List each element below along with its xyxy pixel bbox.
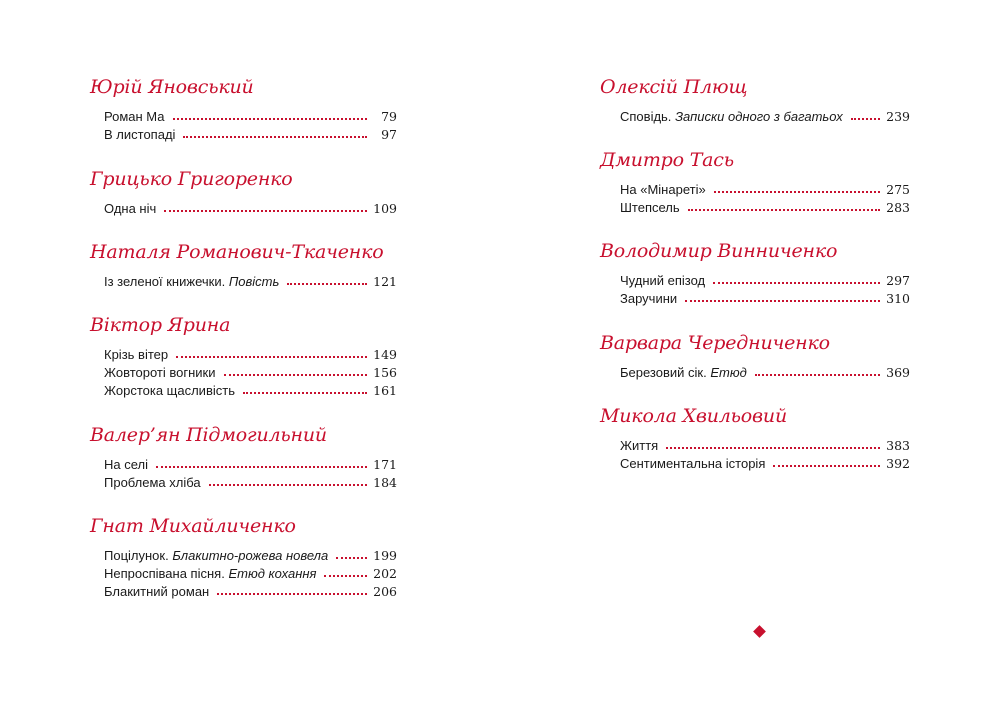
entry-subtitle: Блакитно-рожева новела — [172, 548, 329, 563]
section-vynnychenko — [600, 240, 910, 308]
toc-entry[interactable] — [620, 108, 910, 126]
page-number: 275 — [886, 182, 910, 197]
entry-title: Із зеленої книжечки. Повість — [104, 274, 280, 289]
toc-entry[interactable] — [620, 272, 910, 290]
toc-entry[interactable] — [620, 181, 910, 199]
right-page — [500, 0, 1000, 725]
author-name: Грицько Григоренко — [90, 168, 293, 190]
entry-list — [600, 437, 910, 473]
entry-title: Блакитний роман — [104, 584, 210, 599]
section-tas — [600, 149, 910, 217]
dot-leader — [209, 483, 367, 486]
section-romanovych-tkachenko — [90, 241, 397, 291]
toc-entry[interactable] — [104, 364, 397, 382]
entry-title: Чудний епізод — [620, 273, 706, 288]
author-name: Олексій Плющ — [600, 76, 748, 98]
page-number: 297 — [886, 273, 910, 288]
entry-title: На «Мінареті» — [620, 182, 706, 197]
page-number: 199 — [373, 548, 397, 563]
page-number: 171 — [373, 457, 397, 472]
toc-entry[interactable] — [620, 290, 910, 308]
entry-title: Непроспівана пісня. Етюд кохання — [104, 566, 317, 581]
page-number: 109 — [373, 201, 397, 216]
page-number: 161 — [373, 383, 397, 398]
author-name: Микола Хвильовий — [600, 405, 787, 427]
author-name: Юрій Яновський — [90, 76, 254, 98]
toc-entry[interactable] — [104, 547, 397, 565]
toc-entry[interactable] — [104, 126, 397, 144]
page-number: 121 — [373, 274, 397, 289]
dot-leader — [173, 117, 368, 120]
entry-list — [90, 346, 397, 400]
dot-leader — [156, 465, 367, 468]
dot-leader — [755, 373, 880, 376]
toc-entry[interactable] — [104, 346, 397, 364]
entry-list — [600, 108, 910, 126]
page-number: 149 — [373, 347, 397, 362]
entry-title: Березовий сік. Етюд — [620, 365, 747, 380]
dot-leader — [773, 464, 880, 467]
toc-entry[interactable] — [104, 474, 397, 492]
entry-subtitle: Записки одного з багатьох — [675, 109, 843, 124]
author-name: Володимир Винниченко — [600, 240, 838, 262]
author-name: Варвара Чередниченко — [600, 332, 830, 354]
page-number: 383 — [886, 438, 910, 453]
entry-list — [600, 181, 910, 217]
page-number: 206 — [373, 584, 397, 599]
section-plyushch — [600, 76, 910, 126]
author-name: Наталя Романович-Ткаченко — [90, 241, 384, 263]
section-hryhorenko — [90, 168, 397, 218]
dot-leader — [287, 282, 367, 285]
entry-subtitle: Повість — [228, 274, 280, 289]
entry-title: Проблема хліба — [104, 475, 201, 490]
dot-leader — [336, 556, 367, 559]
toc-entry[interactable] — [104, 565, 397, 583]
page-number: 283 — [886, 200, 910, 215]
page-number: 184 — [373, 475, 397, 490]
toc-entry[interactable] — [620, 455, 910, 473]
entry-list — [90, 456, 397, 492]
author-name: Дмитро Тась — [600, 149, 734, 171]
page-number: 97 — [381, 127, 397, 142]
entry-subtitle: Етюд — [710, 365, 747, 380]
dot-leader — [666, 446, 880, 449]
entry-list — [600, 364, 910, 382]
toc-entry[interactable] — [104, 583, 397, 601]
entry-title: В листопаді — [104, 127, 176, 142]
toc-entry[interactable] — [104, 382, 397, 400]
entry-title: На селі — [104, 457, 149, 472]
entry-title: Заручини — [620, 291, 678, 306]
toc-entry[interactable] — [620, 437, 910, 455]
page-number: 310 — [886, 291, 910, 306]
dot-leader — [688, 208, 880, 211]
dot-leader — [183, 135, 367, 138]
toc-entry[interactable] — [620, 199, 910, 217]
toc-entry[interactable] — [104, 273, 397, 291]
dot-leader — [685, 299, 880, 302]
entry-title: Штепсель — [620, 200, 680, 215]
dot-leader — [224, 373, 368, 376]
entry-list — [90, 273, 397, 291]
entry-title: Роман Ма — [104, 109, 165, 124]
entry-list — [90, 547, 397, 601]
entry-list — [90, 108, 397, 144]
toc-entry[interactable] — [104, 108, 397, 126]
section-cherednychenko — [600, 332, 910, 382]
dot-leader — [217, 592, 367, 595]
page-number: 369 — [886, 365, 910, 380]
page-number: 156 — [373, 365, 397, 380]
dot-leader — [851, 117, 880, 120]
entry-subtitle: Етюд кохання — [228, 566, 317, 581]
dot-leader — [243, 391, 367, 394]
entry-title: Поцілунок. Блакитно-рожева новела — [104, 548, 329, 563]
dot-leader — [164, 209, 367, 212]
author-name: Гнат Михайличенко — [90, 515, 296, 537]
toc-entry[interactable] — [104, 200, 397, 218]
entry-title: Одна ніч — [104, 201, 157, 216]
section-pidmohylny — [90, 424, 397, 492]
dot-leader — [324, 574, 367, 577]
author-name: Валер’ян Підмогильний — [90, 424, 327, 446]
section-mykhailychenko — [90, 515, 397, 601]
section-khvylovy — [600, 405, 910, 473]
entry-list — [600, 272, 910, 308]
entry-title: Сповідь. Записки одного з багатьох — [620, 109, 843, 124]
entry-list — [90, 200, 397, 218]
entry-title: Жовтороті вогники — [104, 365, 216, 380]
entry-title: Сентиментальна історія — [620, 456, 766, 471]
page-number: 79 — [381, 109, 397, 124]
toc-entry[interactable] — [104, 456, 397, 474]
author-name: Віктор Ярина — [90, 314, 231, 336]
page-number: 392 — [886, 456, 910, 471]
entry-title: Жорстока щасливість — [104, 383, 235, 398]
entry-title: Життя — [620, 438, 659, 453]
dot-leader — [713, 281, 880, 284]
dot-leader — [176, 355, 367, 358]
section-yaryna — [90, 314, 397, 400]
page-number: 239 — [886, 109, 910, 124]
dot-leader — [714, 190, 880, 193]
page-number: 202 — [373, 566, 397, 581]
section-yanovsky — [90, 76, 397, 144]
entry-title: Крізь вітер — [104, 347, 169, 362]
toc-entry[interactable] — [620, 364, 910, 382]
